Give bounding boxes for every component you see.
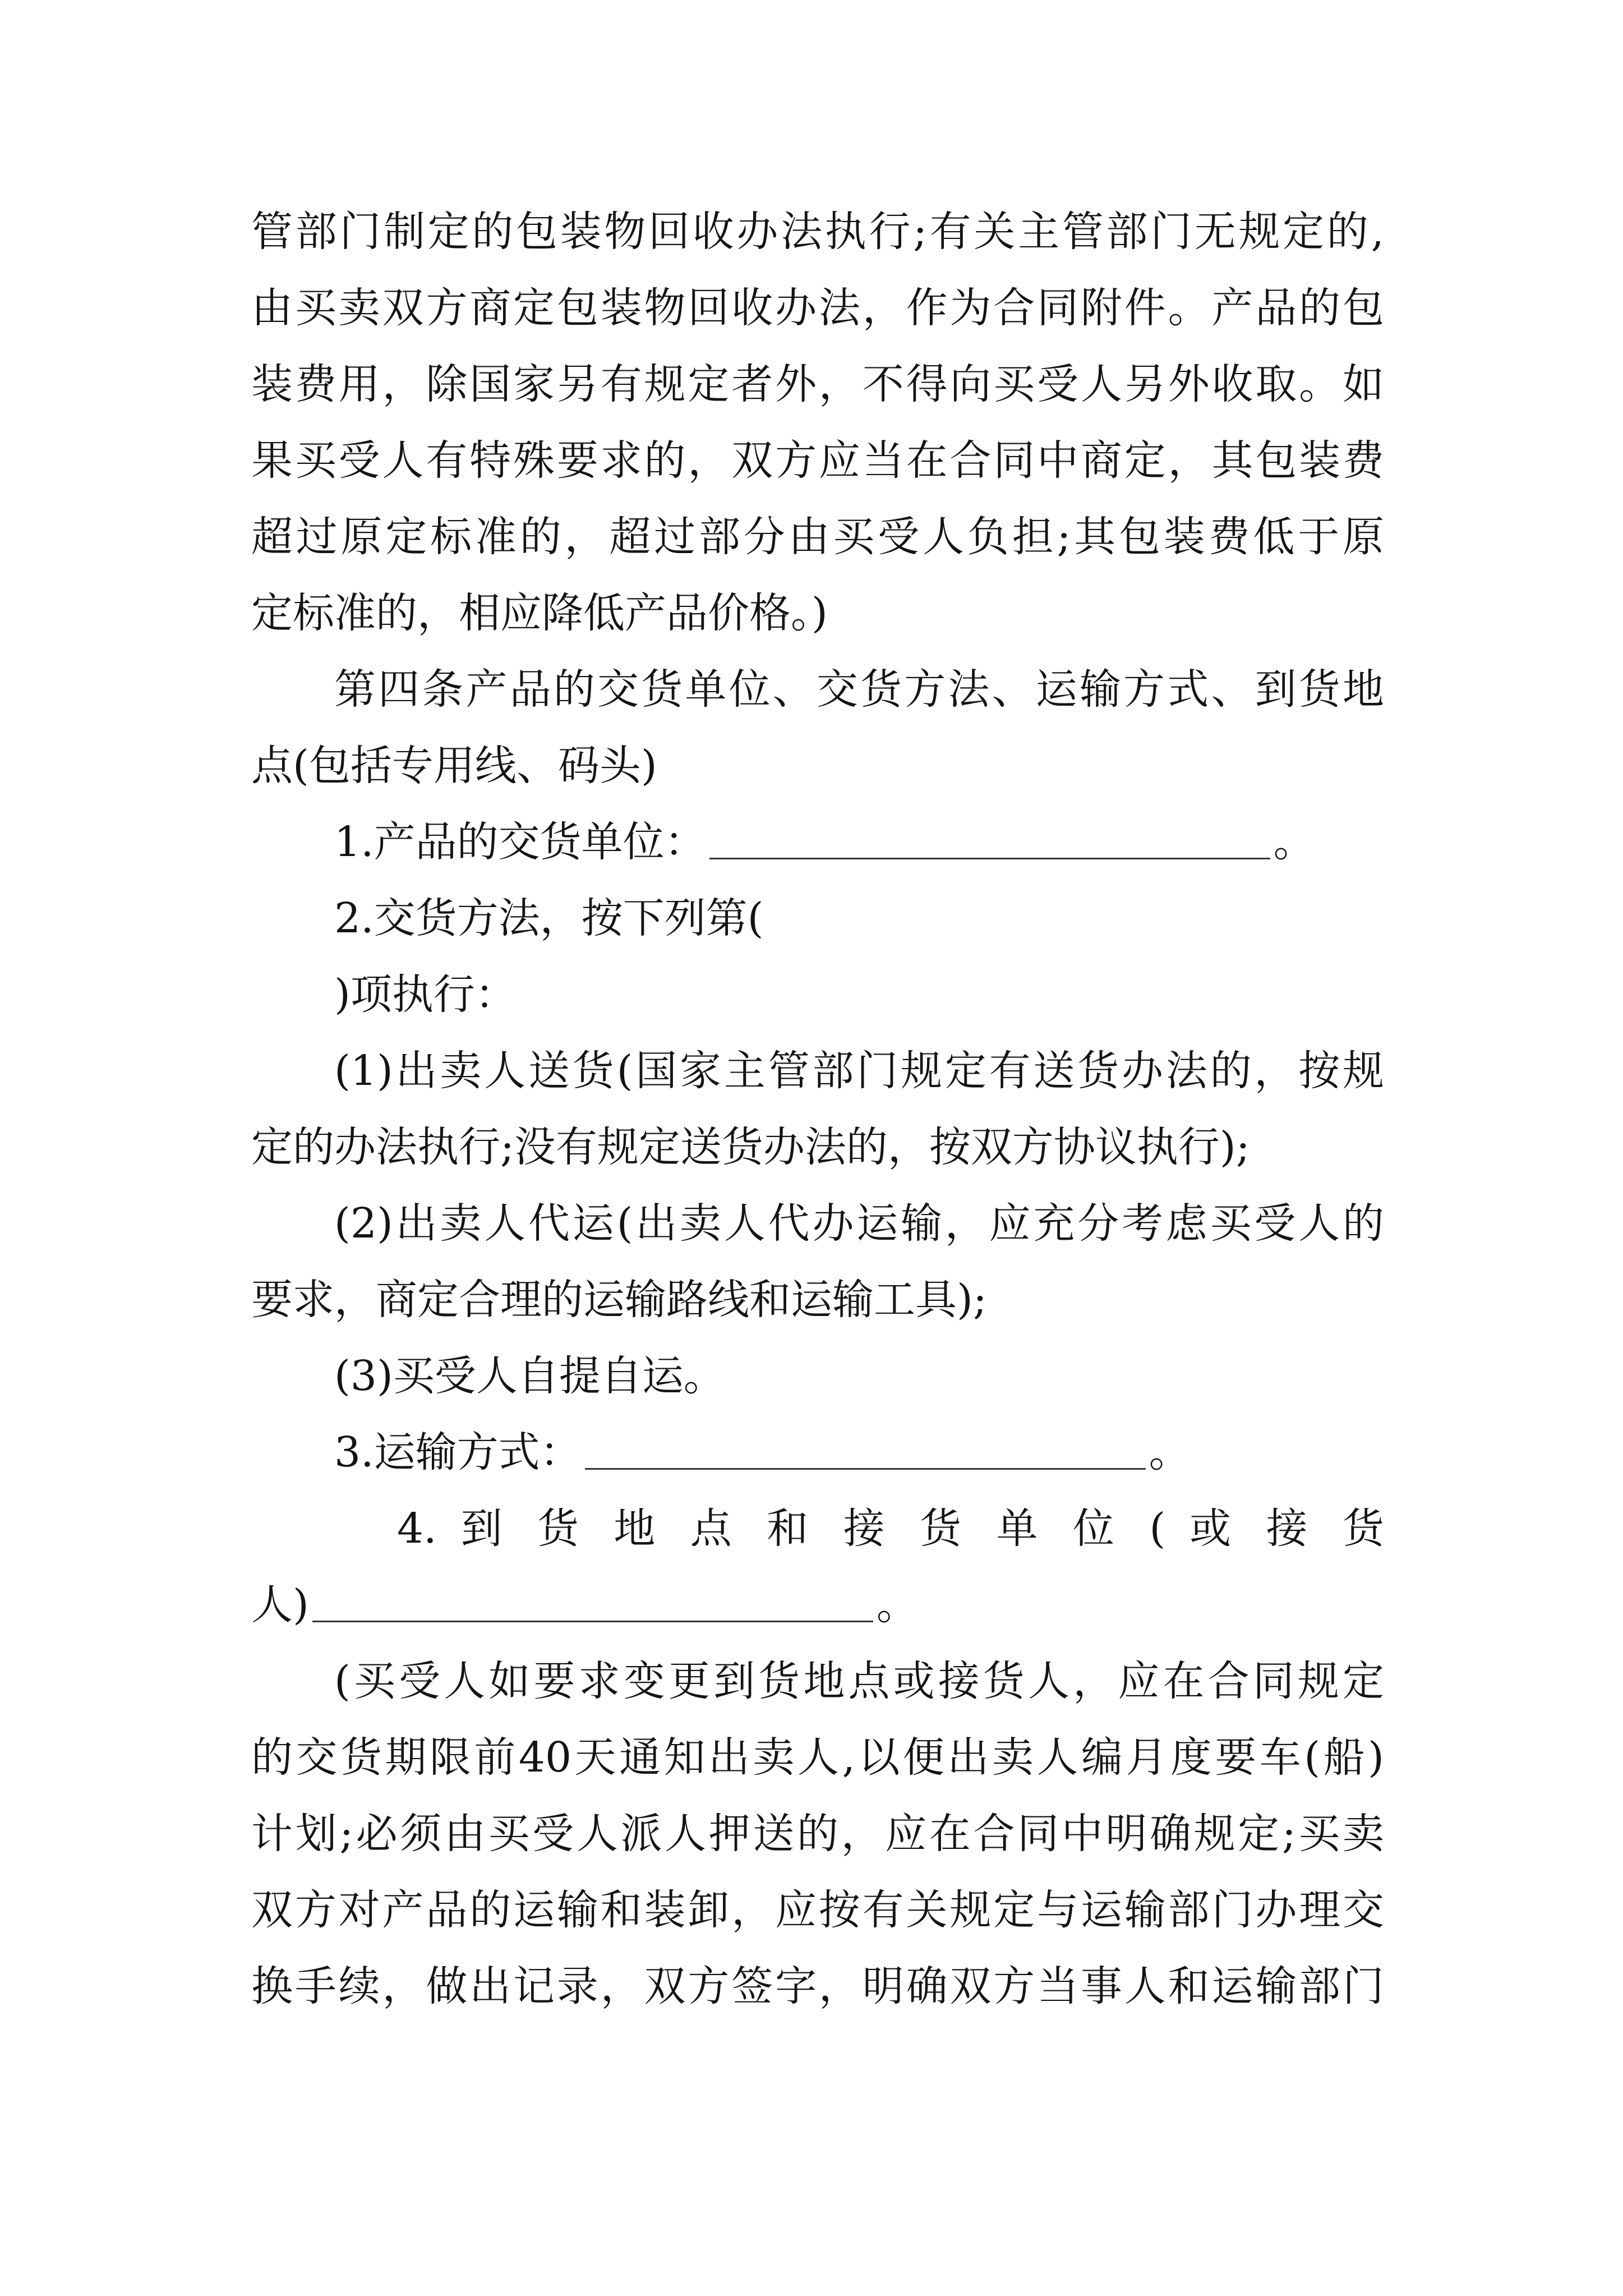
text-line: (1)出卖人送货(国家主管部门规定有送货办法的，按规 bbox=[334, 1047, 1384, 1095]
transport-method-blank[interactable] bbox=[585, 1414, 1146, 1470]
text-line: )项执行： bbox=[334, 970, 517, 1019]
delivery-unit-blank[interactable] bbox=[709, 804, 1270, 859]
line-end-mark: 。 bbox=[1273, 818, 1315, 866]
text-line: (买受人如要求变更到货地点或接货人，应在合同规定 bbox=[334, 1657, 1384, 1705]
consignee-label: 人) bbox=[251, 1581, 309, 1629]
contract-text-body bbox=[251, 194, 1384, 2024]
text-line: 计划;必须由买受人派人押送的，应在合同中明确规定;买卖 bbox=[251, 1810, 1384, 1858]
text-line: 由买卖双方商定包装物回收办法，作为合同附件。产品的包 bbox=[251, 284, 1384, 332]
line-end-mark: 。 bbox=[876, 1581, 918, 1629]
text-line: 定标准的，相应降低产品价格。) bbox=[251, 589, 828, 637]
text-line: 要求，商定合理的运输路线和运输工具); bbox=[251, 1276, 987, 1324]
arrival-location-line: 4. 到 货 地 点 和 接 货 单 位 ( 或 接 货 bbox=[397, 1504, 1384, 1553]
consignee-line bbox=[251, 1567, 1384, 1643]
text-line: 定的办法执行;没有规定送货办法的，按双方协议执行); bbox=[251, 1123, 1250, 1171]
consignee-blank[interactable] bbox=[312, 1567, 873, 1622]
text-line: (3)买受人自提自运。 bbox=[334, 1352, 725, 1400]
text-line: 换手续，做出记录，双方签字，明确双方当事人和运输部门 bbox=[251, 1962, 1384, 2010]
text-line: 2.交货方法，按下列第( bbox=[334, 894, 764, 942]
text-line: 双方对产品的运输和装卸，应按有关规定与运输部门办理交 bbox=[251, 1886, 1384, 1934]
text-line: 装费用，除国家另有规定者外，不得向买受人另外收取。如 bbox=[251, 360, 1384, 408]
delivery-unit-label: 1.产品的交货单位： bbox=[334, 818, 706, 866]
text-line: 果买受人有特殊要求的，双方应当在合同中商定，其包装费 bbox=[251, 436, 1384, 485]
text-line: 超过原定标准的，超过部分由买受人负担;其包装费低于原 bbox=[251, 513, 1384, 561]
transport-method-line bbox=[251, 1414, 1384, 1490]
text-line: 管部门制定的包装物回收办法执行;有关主管部门无规定的, bbox=[251, 208, 1384, 256]
delivery-unit-line bbox=[251, 804, 1384, 880]
line-end-mark: 。 bbox=[1149, 1428, 1191, 1476]
text-line: 的交货期限前40天通知出卖人,以便出卖人编月度要车(船) bbox=[251, 1733, 1384, 1782]
text-line: (2)出卖人代运(出卖人代办运输，应充分考虑买受人的 bbox=[334, 1199, 1384, 1248]
article-heading-line: 第四条产品的交货单位、交货方法、运输方式、到货地 bbox=[334, 665, 1384, 714]
transport-method-label: 3.运输方式： bbox=[334, 1428, 582, 1476]
text-line: 点(包括专用线、码头) bbox=[251, 742, 657, 790]
